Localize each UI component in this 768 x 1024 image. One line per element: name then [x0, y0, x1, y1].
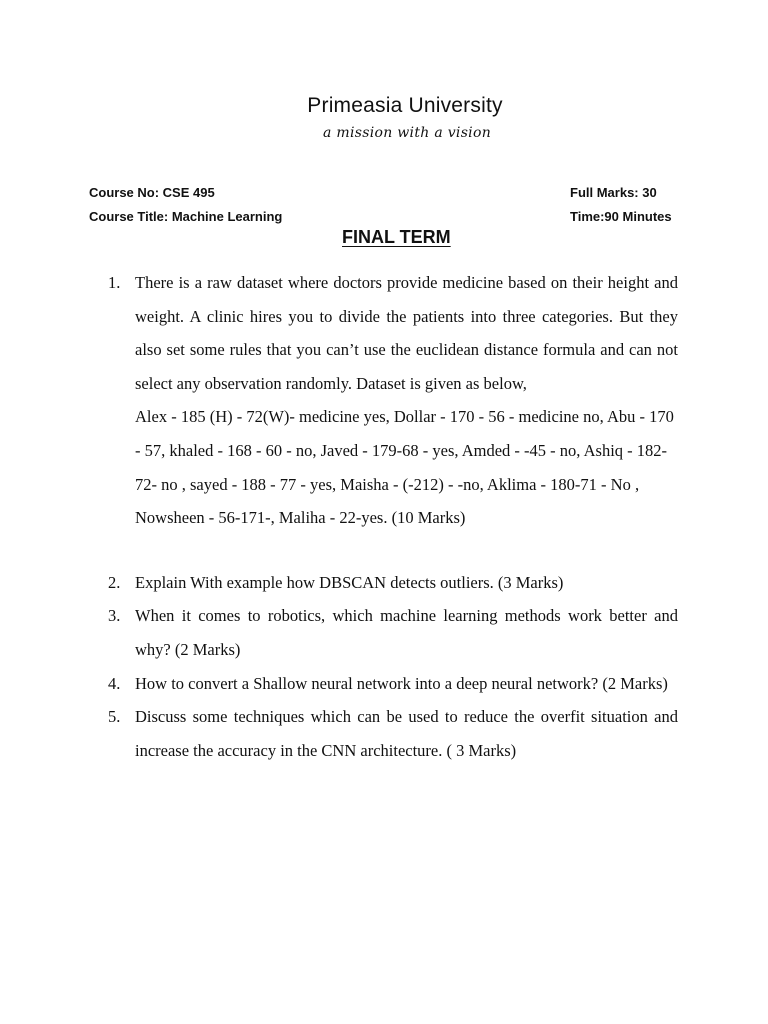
question-text: How to convert a Shallow neural network into a deep neural network? (2 Marks) — [135, 673, 668, 693]
question-dataset: Alex - 185 (H) - 72(W)- medicine yes, Dollar - 170 - 56 - medicine no, Abu - 170 - 57, khaled - 168 - 60 - no, Javed - 179-68 - yes, Amded - -45 - no, Ashiq - 182-72- no , sayed - 188 - 77 - yes, Maisha - (-212) - -no, Aklima - 180-71 - No , Nowsheen - 56-171-, Maliha - 22-yes. (10 Marks) — [135, 407, 674, 528]
course-number: Course No: CSE 495 — [89, 185, 215, 200]
question-3 — [108, 599, 678, 666]
question-list — [108, 266, 678, 767]
question-number: 1. — [108, 273, 121, 292]
question-2 — [108, 566, 678, 600]
question-text: There is a raw dataset where doctors provide medicine based on their height and weight. A clinic hires you to divide the patients into three categories. But they also set some rules that you can’t use the euclidean distance formula and can not select any observation randomly. Dataset is given as below, — [135, 273, 678, 393]
exam-duration: Time:90 Minutes — [570, 209, 672, 224]
question-5 — [108, 700, 678, 767]
question-4 — [108, 667, 678, 701]
question-text: When it comes to robotics, which machine learning methods work better and why? (2 Marks) — [135, 606, 678, 659]
question-number: 4. — [108, 673, 121, 693]
question-text: Explain With example how DBSCAN detects outliers. (3 Marks) — [135, 572, 564, 592]
question-number: 2. — [108, 572, 121, 592]
question-1 — [108, 266, 678, 535]
course-title: Course Title: Machine Learning — [89, 209, 283, 224]
exam-title: FINAL TERM — [342, 227, 451, 247]
question-number: 3. — [108, 606, 121, 626]
full-marks: Full Marks: 30 — [570, 185, 657, 200]
question-number: 5. — [108, 707, 121, 727]
question-text: Discuss some techniques which can be used to reduce the overfit situation and increase the accuracy in the CNN architecture. ( 3 Marks) — [135, 707, 678, 760]
university-name: Primeasia University — [307, 94, 503, 117]
university-tagline: a mission with a vision — [322, 125, 492, 141]
